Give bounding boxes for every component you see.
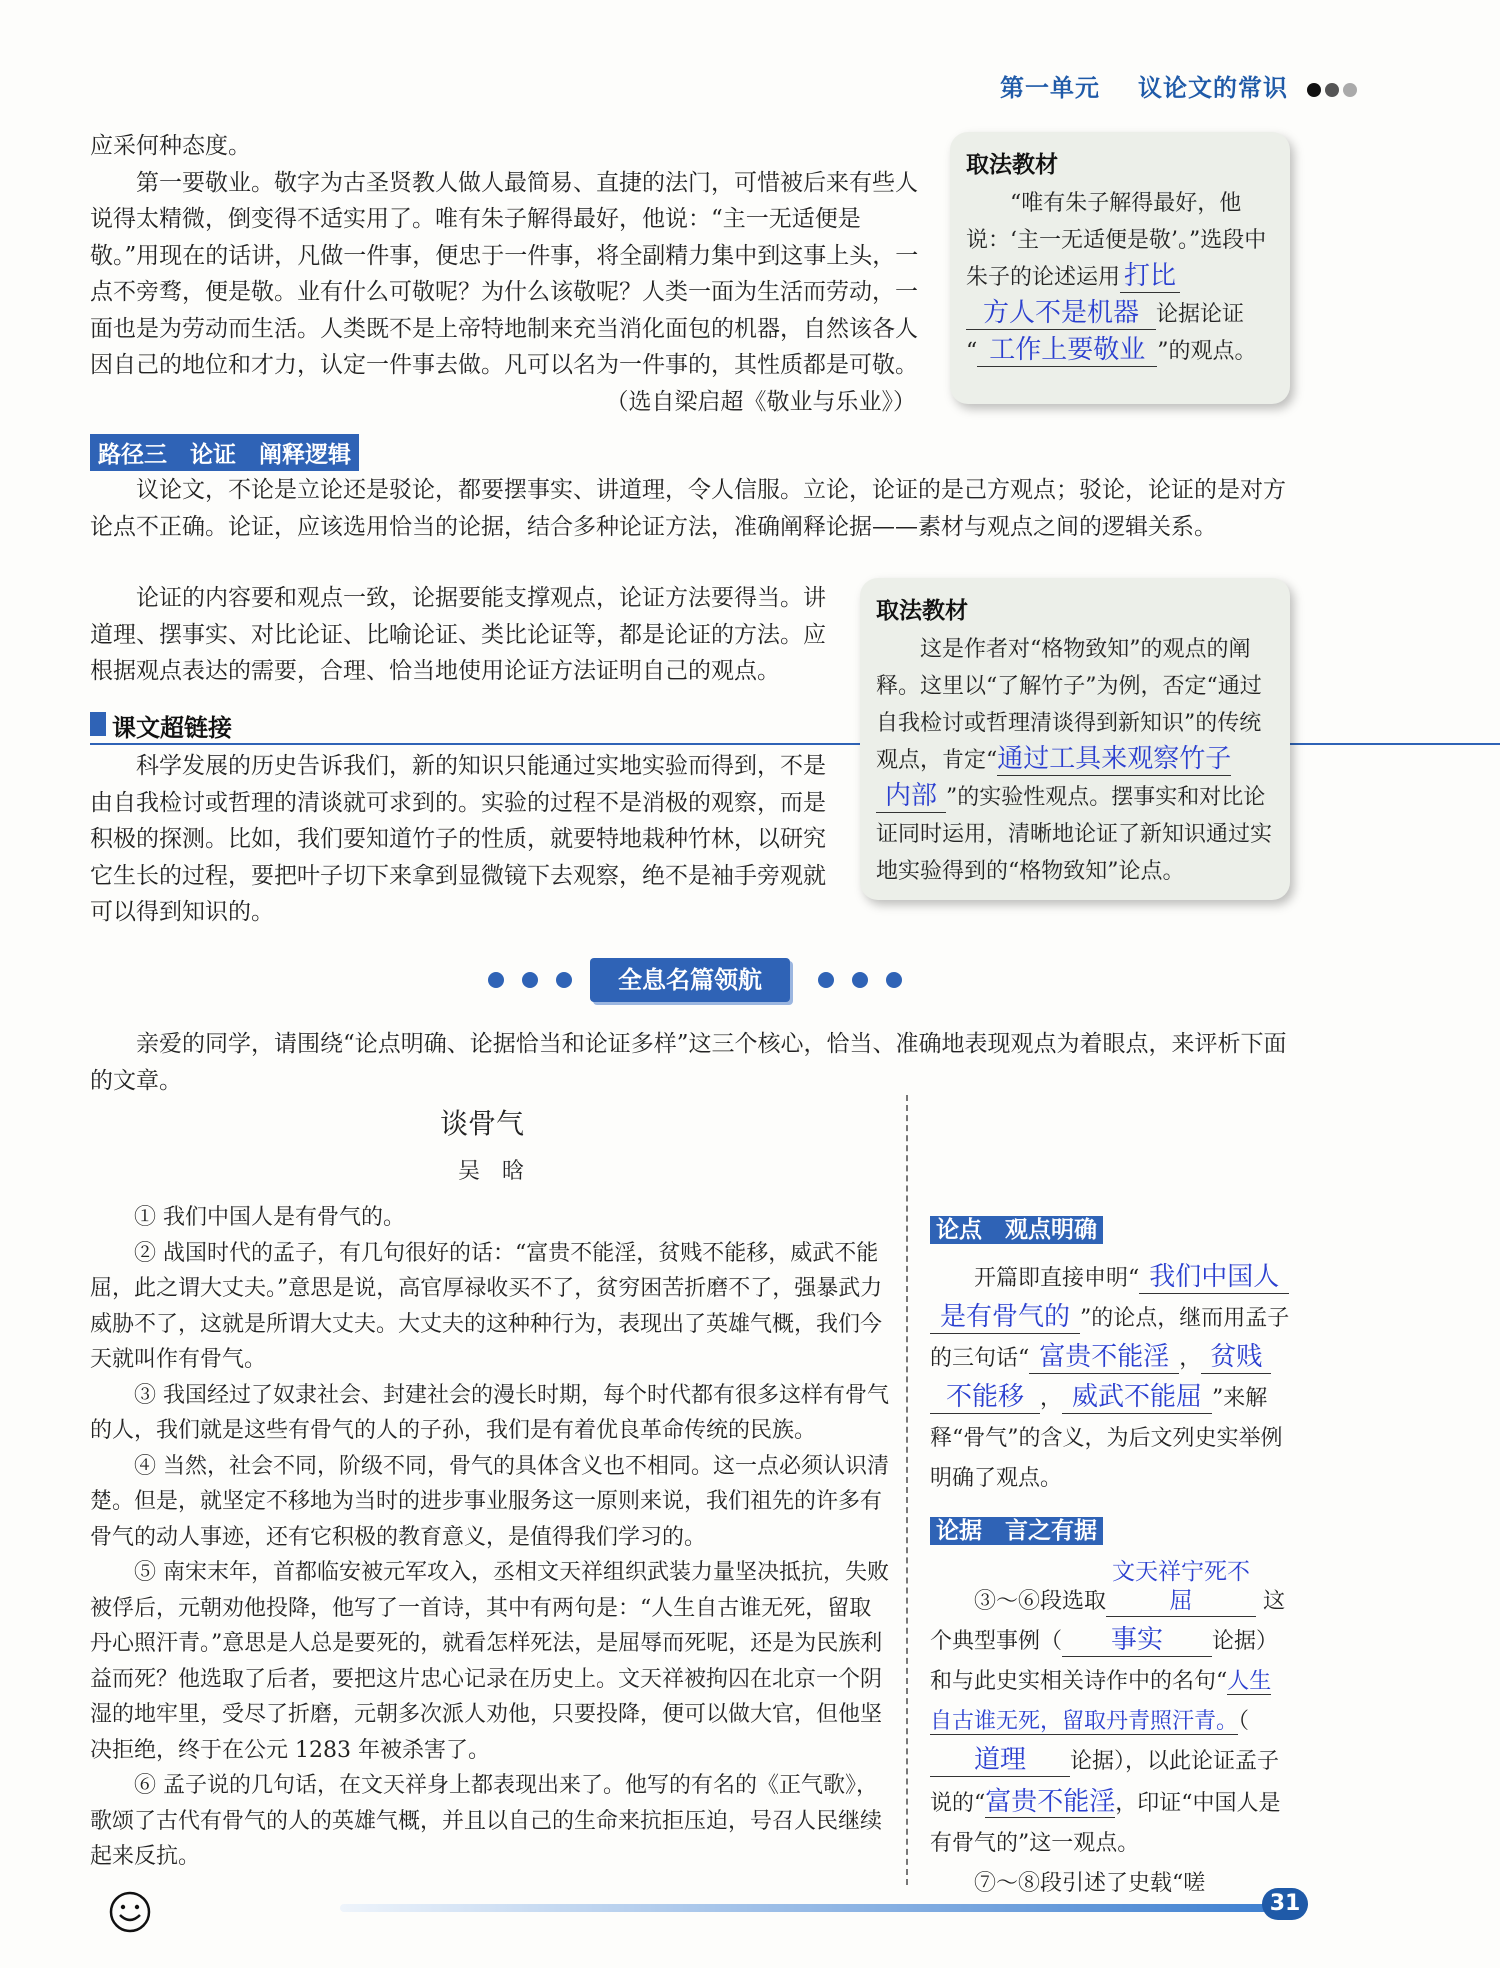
article-author: 吴 晗 <box>458 1159 525 1184</box>
unit-label: 第一单元 <box>1000 74 1100 102</box>
callout-title: 取法教材 <box>966 152 1058 178</box>
article-title: 谈骨气 <box>440 1107 525 1140</box>
handwritten-answer: 不能移 <box>945 1382 1024 1412</box>
footer-line <box>340 1904 1280 1912</box>
callout-box-1 <box>950 132 1290 404</box>
decor-dot <box>852 972 868 988</box>
running-header <box>1000 68 1361 103</box>
header-dots <box>1307 75 1361 103</box>
top-passage <box>90 128 930 420</box>
handwritten-answer: 贫贱 <box>1210 1342 1263 1372</box>
smiley-icon <box>108 1890 152 1934</box>
callout-text: “唯有朱子解得最好，他说：‘主一无适便是敬’。”选段中朱子的论述运用 打比 方人不是机器 论据论证 “ 工作上要敬业 ”的观点。 <box>966 191 1267 365</box>
article-para: ② 战国时代的孟子，有几句很好的话：“富贵不能淫，贫贱不能移，威武不能屈，此之谓大丈夫。”意思是说，高官厚禄收买不了，贫穷困苦折磨不了，强暴武力威胁不了，这就是所谓大丈夫。大丈夫的这种种行为，表现出了英雄气概，我们今天就叫作有骨气。 <box>90 1240 883 1372</box>
handwritten-answer: 通过工具来观察竹子 <box>997 744 1232 774</box>
side-note-2: ③～⑥段选取文天祥宁死不屈 这个典型事例（ 事实 论据）和与此史实相关诗作中的名句“人生自古谁无死，留取丹青照汗青。（道理 论据），以此论证孟子说的“富贵不能淫，印证“中国人是有骨气的”这一观点。 <box>930 1559 1286 1856</box>
handwritten-answer: 方人不是机器 <box>982 298 1139 328</box>
handwritten-answer: 富贵不能淫 <box>985 1787 1116 1817</box>
topic-label: 议论文的常识 <box>1138 74 1288 102</box>
link-para: 科学发展的历史告诉我们，新的知识只能通过实地实验而得到，不是由自我检讨或哲理的清谈就可求到的。实验的过程不是消极的观察，而是积极的探测。比如，我们要知道竹子的性质，就要特地栽种竹林，以研究它生长的过程，要把叶子切下来拿到显微镜下去观察，绝不是袖手旁观就可以得到知识的。 <box>90 753 826 925</box>
dot-icon <box>1307 83 1321 97</box>
article-body <box>90 1200 890 1875</box>
top-line0: 应采何种态度。 <box>90 133 251 159</box>
source-note: （选自梁启超《敬业与乐业》） <box>605 388 916 415</box>
handwritten-answer: 道理 <box>973 1745 1026 1775</box>
section-banner-path3: 路径三 论证 阐释逻辑 <box>90 434 359 471</box>
callout-title: 取法教材 <box>876 598 968 624</box>
article-para: ③ 我国经过了奴隶社会、封建社会的漫长时期，每个时代都有很多这样有骨气的人，我们就是这些有骨气的人的子孙，我们是有着优良革命传统的民族。 <box>90 1382 889 1443</box>
handwritten-answer: 打比 <box>1124 261 1177 291</box>
decor-dot <box>488 972 504 988</box>
handwritten-answer: 是有骨气的 <box>939 1302 1070 1332</box>
handwritten-answer: 文天祥宁死不屈 <box>1112 1559 1251 1614</box>
path3-para1: 议论文，不论是立论还是驳论，都要摆事实、讲道理，令人信服。立论，论证的是己方观点；驳论，论证的是对方论点不正确。论证，应该选用恰当的论据，结合多种论证方法，准确阐释论据——素材与观点之间的逻辑关系。 <box>90 477 1286 540</box>
article-para: ⑤ 南宋末年，首都临安被元军攻入，丞相文天祥组织武装力量坚决抵抗，失败被俘后，元朝劝他投降，他写了一首诗，其中有两句是：“人生自古谁无死，留取丹心照汗青。”意思是人总是要死的，就看怎样死法，是屈辱而死呢，还是为民族利益而死？他选取了后者，要把这片忠心记录在历史上。文天祥被拘囚在北京一个阴湿的地牢里，受尽了折磨，元朝多次派人劝他，只要投降，便可以做大官，但他坚决拒绝，终于在公元 1283 年被杀害了。 <box>90 1560 889 1763</box>
handwritten-answer: 事实 <box>1111 1625 1164 1655</box>
dot-icon <box>1325 83 1339 97</box>
handwritten-answer: 工作上要敬业 <box>989 335 1146 365</box>
handwritten-answer: 威武不能屈 <box>1072 1382 1203 1412</box>
side-label-evidence: 论据 言之有据 <box>930 1517 1103 1545</box>
side-note-3: ⑦～⑧段引述了史载“嗟 <box>974 1871 1206 1896</box>
handwritten-answer: 富贵不能淫 <box>1039 1342 1170 1372</box>
callout-box-2 <box>860 578 1290 900</box>
column-divider <box>906 1095 908 1885</box>
article-para: ① 我们中国人是有骨气的。 <box>134 1205 405 1230</box>
path3-para2: 论证的内容要和观点一致，论据要能支撑观点，论证方法要得当。讲道理、摆事实、对比论证、比喻论证、类比论证等，都是论证的方法。应根据观点表达的需要，合理、恰当地使用论证方法证明自己的观点。 <box>90 585 826 684</box>
article-para: ⑥ 孟子说的几句话，在文天祥身上都表现出来了。他写的有名的《正气歌》，歌颂了古代有骨气的人的英雄气概，并且以自己的生命来抗拒压迫，号召人民继续起来反抗。 <box>90 1773 883 1869</box>
decor-dot <box>886 972 902 988</box>
callout-text: 这是作者对“格物致知”的观点的阐释。这里以“了解竹子”为例，否定“通过自我检讨或哲理清谈得到新知识”的传统观点，肯定“通过工具来观察竹子内部 ”的实验性观点。摆事实和对比论证同时运用，清晰地论证了新知识通过实地实验得到的“格物致知”论点。 <box>876 637 1273 884</box>
dot-icon <box>1343 83 1357 97</box>
decor-dot <box>818 972 834 988</box>
handwritten-answer: 我们中国人 <box>1149 1262 1280 1292</box>
section-title: 全息名篇领航 <box>590 958 790 1002</box>
handwritten-answer: 内部 <box>884 781 937 811</box>
page-number: 31 <box>1262 1888 1308 1920</box>
link-banner: 课文超链接 <box>90 708 1500 745</box>
side-notes <box>930 1210 1290 1904</box>
top-para1: 第一要敬业。敬字为古圣贤教人做人最简易、直捷的法门，可惜被后来有些人说得太精微，倒变得不适实用了。唯有朱子解得最好，他说：“主一无适便是敬。”用现在的话讲，凡做一件事，便忠于一件事，将全副精力集中到这事上头，一点不旁骛，便是敬。业有什么可敬呢？为什么该敬呢？人类一面为生活而劳动，一面也是为劳动而生活。人类既不是上帝特地制来充当消化面包的机器，自然该各人因自己的地位和才力，认定一件事去做。凡可以名为一件事的，其性质都是可敬。 <box>90 169 919 378</box>
article-para: ④ 当然，社会不同，阶级不同，骨气的具体含义也不相同。这一点必须认识清楚。但是，就坚定不移地为当时的进步事业服务这一原则来说，我们祖先的许多有骨气的动人事迹，还有它积极的教育意义，是值得我们学习的。 <box>90 1453 889 1550</box>
side-label-argument: 论点 观点明确 <box>930 1216 1103 1244</box>
section-intro: 亲爱的同学，请围绕“论点明确、论据恰当和论证多样”这三个核心，恰当、准确地表现观点为着眼点，来评析下面的文章。 <box>90 1031 1287 1094</box>
decor-dot <box>556 972 572 988</box>
handwritten-answer: 人生自古谁无死，留取丹青照汗青。 <box>930 1669 1272 1734</box>
side-note-1: 开篇即直接申明“ 我们中国人 是有骨气的 ”的论点，继而用孟子的三句话“ 富贵不能淫 ， 贫贱 不能移 ， 威武不能屈 ”来解释“骨气”的含义，为后文列史实举例明确了观点。 <box>930 1262 1290 1491</box>
decor-dot <box>522 972 538 988</box>
